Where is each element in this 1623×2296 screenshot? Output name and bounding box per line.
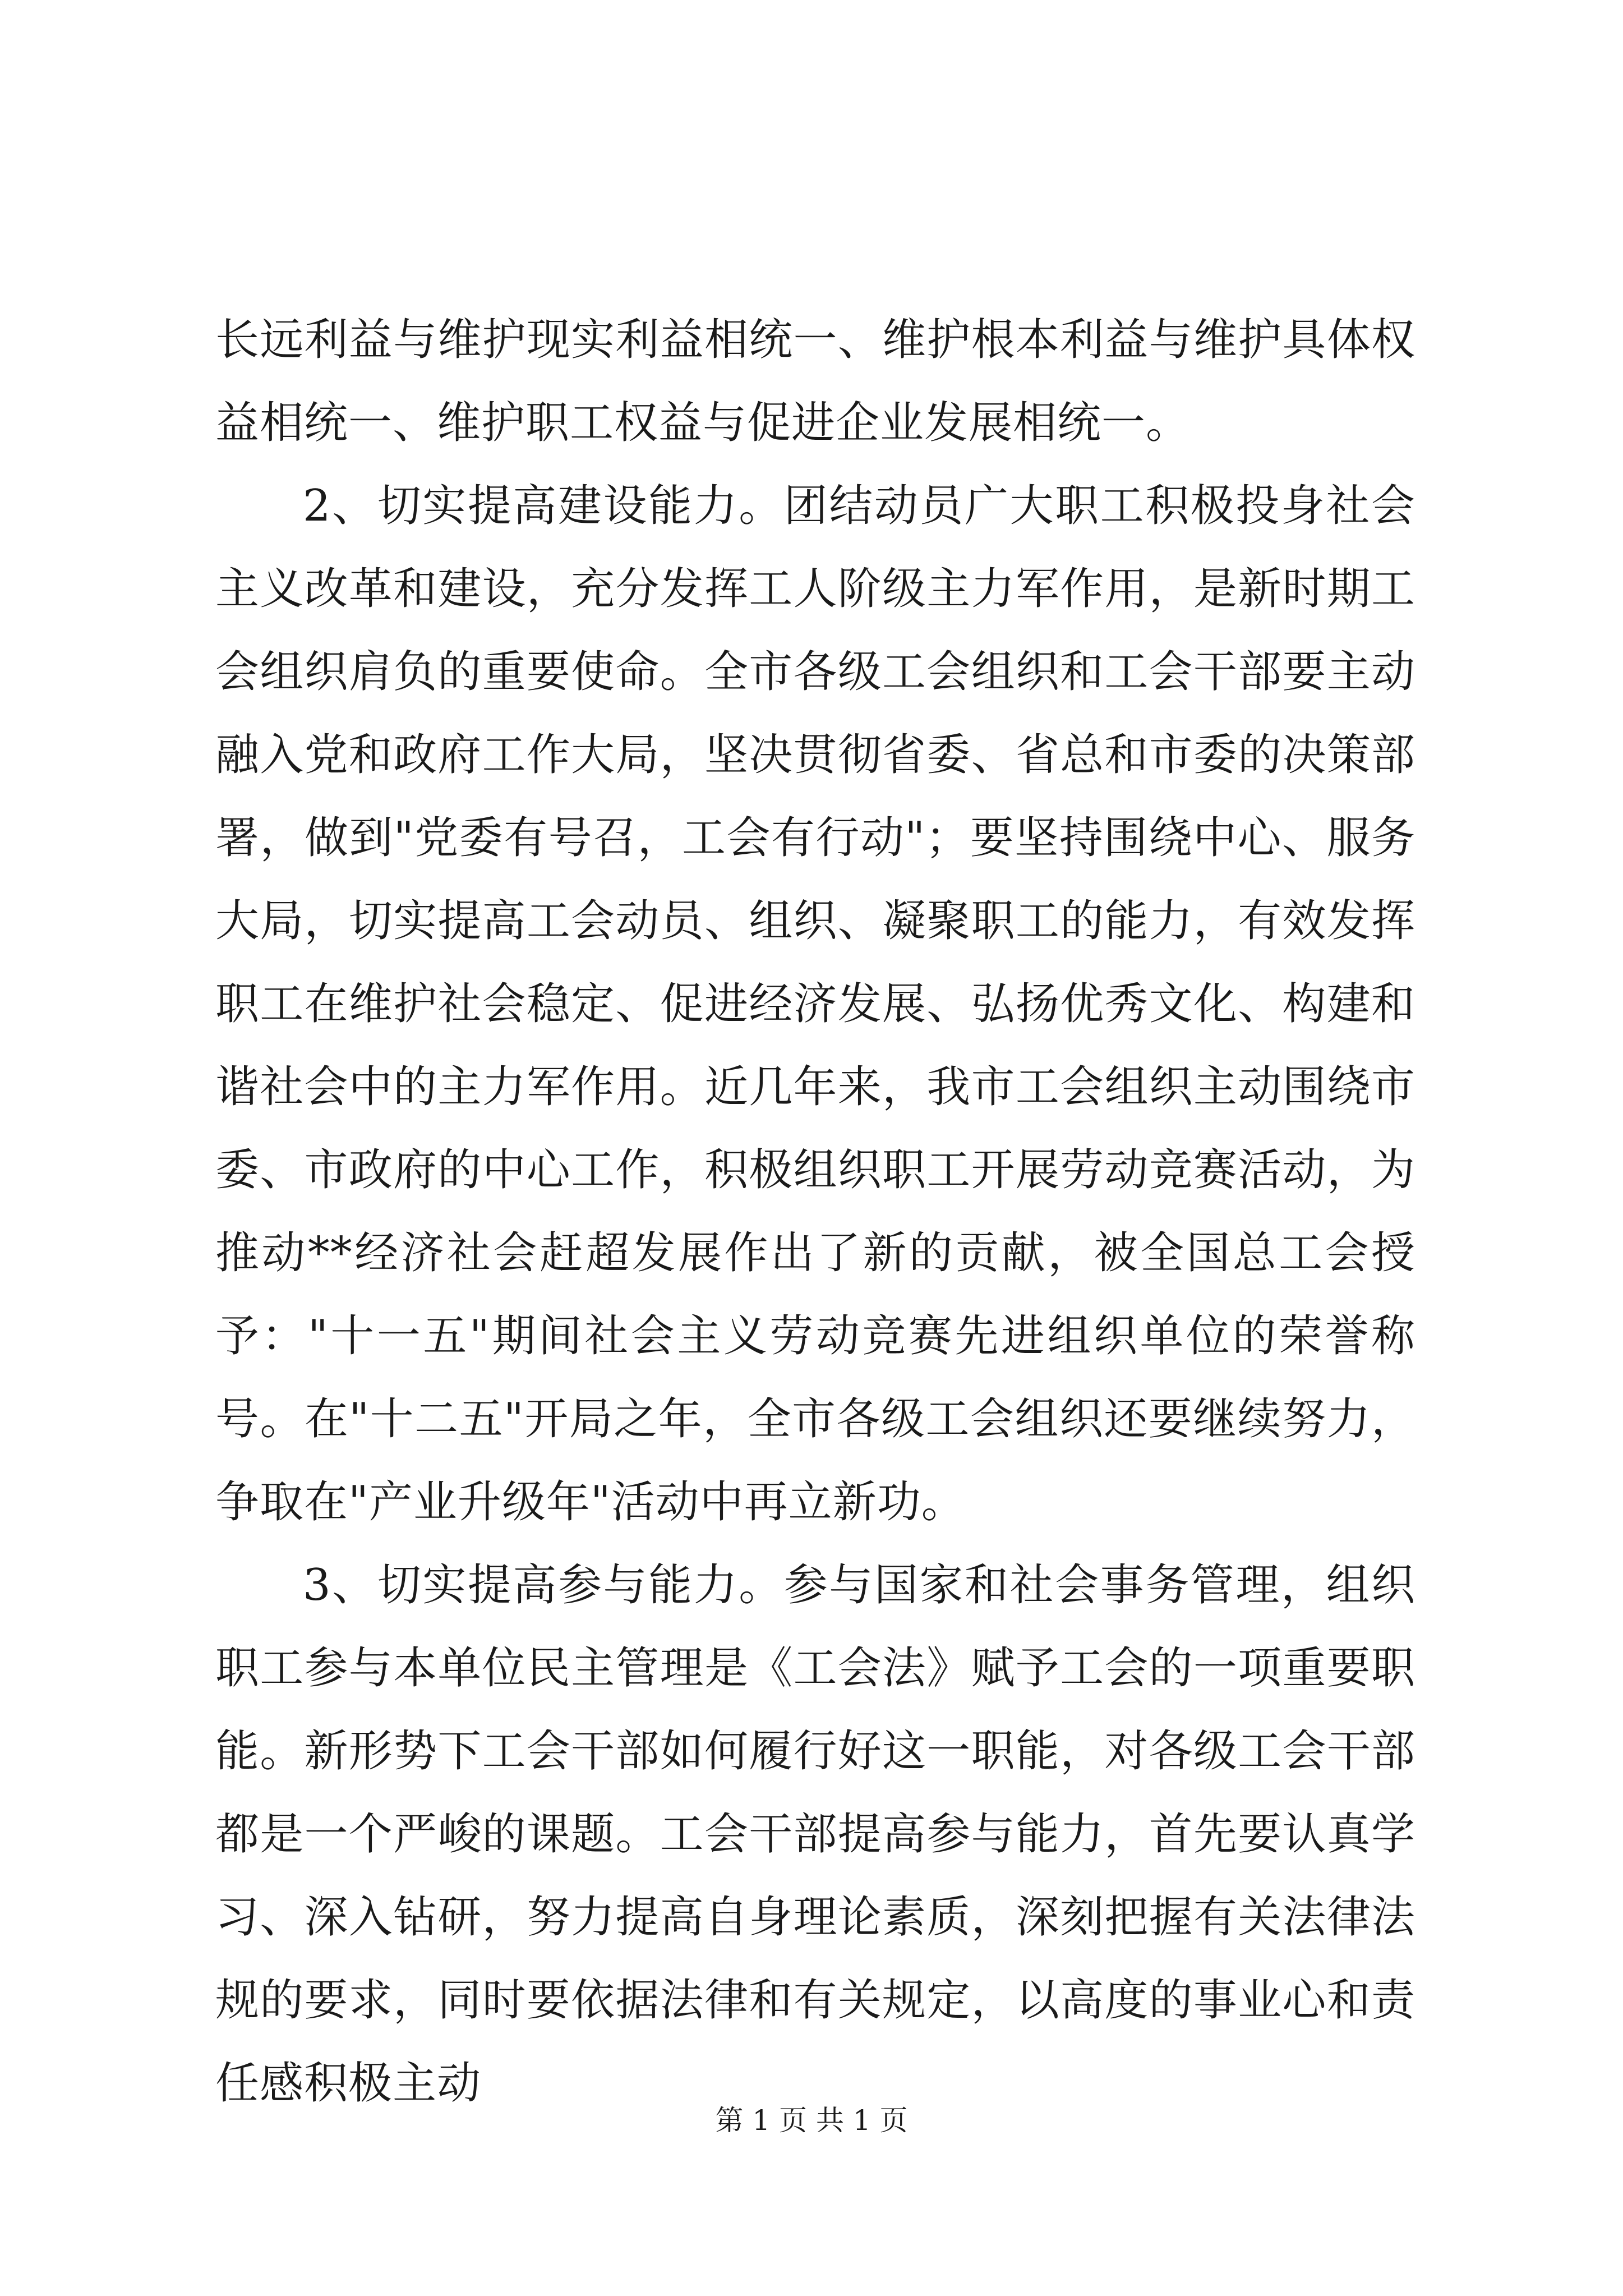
document-body [215, 298, 1415, 2125]
paragraph-section-3: 3、切实提高参与能力。参与国家和社会事务管理，组织职工参与本单位民主管理是《工会法》赋予工会的一项重要职能。新形势下工会干部如何履行好这一职能，对各级工会干部都是一个严峻的课题。工会干部提高参与能力，首先要认真学习、深入钻研，努力提高自身理论素质，深刻把握有关法律法规的要求，同时要依据法律和有关规定，以高度的事业心和责任感积极主动 [215, 1560, 1415, 2109]
paragraph-continuation: 长远利益与维护现实利益相统一、维护根本利益与维护具体权益相统一、维护职工权益与促进企业发展相统一。 [215, 315, 1415, 448]
page-footer: 第 1 页 共 1 页 [715, 2104, 908, 2137]
paragraph-section-2: 2、切实提高建设能力。团结动员广大职工积极投身社会主义改革和建设，充分发挥工人阶级主力军作用，是新时期工会组织肩负的重要使命。全市各级工会组织和工会干部要主动融入党和政府工作大局，坚决贯彻省委、省总和市委的决策部署，做到"党委有号召，工会有行动"；要坚持围绕中心、服务大局，切实提高工会动员、组织、凝聚职工的能力，有效发挥职工在维护社会稳定、促进经济发展、弘扬优秀文化、构建和谐社会中的主力军作用。近几年来，我市工会组织主动围绕市委、市政府的中心工作，积极组织职工开展劳动竞赛活动，为推动**经济社会赶超发展作出了新的贡献，被全国总工会授予："十一五"期间社会主义劳动竞赛先进组织单位的荣誉称号。在"十二五"开局之年，全市各级工会组织还要继续努力，争取在"产业升级年"活动中再立新功。 [215, 481, 1415, 1527]
